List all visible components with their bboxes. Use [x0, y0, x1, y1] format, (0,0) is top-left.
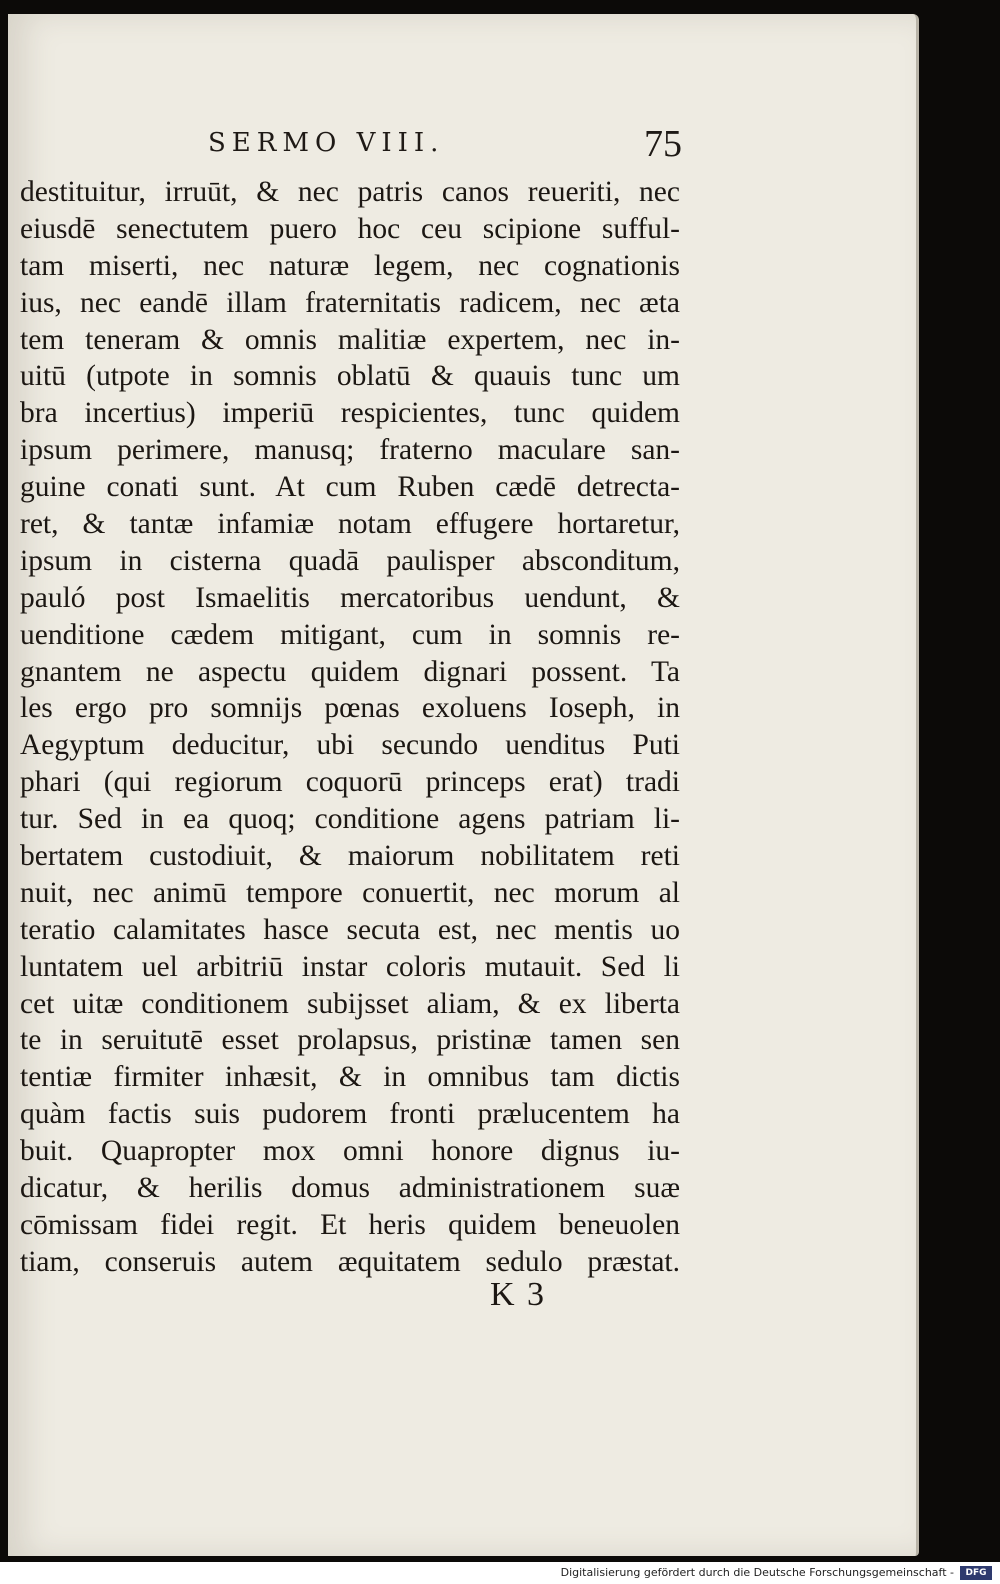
text-line: ipsum in cisterna quadā paulisper absconditum, — [20, 544, 680, 577]
text-line: buit. Quapropter mox omni honore dignus iu- — [20, 1135, 680, 1168]
text-line: te in seruitutē esset prolapsus, pristinæ tamen sen — [20, 1024, 680, 1057]
text-line: tentiæ firmiter inhæsit, & in omnibus tam dictis — [20, 1061, 680, 1094]
text-line: eiusdē senectutem puero hoc ceu scipione sufful- — [20, 212, 680, 245]
text-line: guine conati sunt. At cum Ruben cædē detrecta- — [20, 471, 680, 504]
text-line: ret, & tantæ infamiæ notam effugere hortaretur, — [20, 508, 680, 541]
text-line: cet uitæ conditionem subijsset aliam, & ex liberta — [20, 987, 680, 1020]
text-line: quàm factis suis pudorem fronti prælucentem ha — [20, 1098, 680, 1131]
digitization-footer — [0, 1562, 1000, 1584]
text-line: gnantem ne aspectu quidem dignari possent. Ta — [20, 655, 680, 688]
text-line: uenditione cædem mitigant, cum in somnis re- — [20, 618, 680, 651]
text-line: bertatem custodiuit, & maiorum nobilitatem reti — [20, 840, 680, 873]
text-line: Aegyptum deducitur, ubi secundo uenditus Puti — [20, 729, 680, 762]
text-line: tem teneram & omnis malitiæ expertem, nec in- — [20, 323, 680, 356]
signature-mark: K 3 — [490, 1276, 547, 1313]
text-block — [20, 174, 680, 1281]
book-page — [8, 14, 919, 1556]
running-head: SERMO VIII. — [208, 128, 445, 158]
text-line: cōmissam fidei regit. Et heris quidem beneuolen — [20, 1208, 680, 1241]
text-line: tam miserti, nec naturæ legem, nec cognationis — [20, 249, 680, 282]
dfg-logo-icon: DFG — [960, 1566, 992, 1580]
text-line: pauló post Ismaelitis mercatoribus uendunt, & — [20, 581, 680, 614]
page-number: 75 — [644, 123, 682, 165]
funding-credit: Digitalisierung gefördert durch die Deutsche Forschungsgemeinschaft - — [560, 1566, 954, 1579]
text-line: tur. Sed in ea quoq; conditione agens patriam li- — [20, 803, 680, 836]
text-line: nuit, nec animū tempore conuertit, nec morum al — [20, 876, 680, 909]
text-line: tiam, conseruis autem æquitatem sedulo præstat. — [20, 1245, 680, 1278]
text-line: ius, nec eandē illam fraternitatis radicem, nec æta — [20, 286, 680, 319]
text-line: uitū (utpote in somnis oblatū & quauis tunc um — [20, 360, 680, 393]
text-line: bra incertius) imperiū respicientes, tunc quidem — [20, 397, 680, 430]
text-line: teratio calamitates hasce secuta est, nec mentis uo — [20, 913, 680, 946]
text-line: les ergo pro somnijs pœnas exoluens Ioseph, in — [20, 692, 680, 725]
text-line: luntatem uel arbitriū instar coloris mutauit. Sed li — [20, 950, 680, 983]
text-line: phari (qui regiorum coquorū princeps erat) tradi — [20, 766, 680, 799]
text-line: dicatur, & herilis domus administrationem suæ — [20, 1172, 680, 1205]
text-line: ipsum perimere, manusq; fraterno maculare san- — [20, 434, 680, 467]
text-line: destituitur, irruūt, & nec patris canos reueriti, nec — [20, 176, 680, 208]
